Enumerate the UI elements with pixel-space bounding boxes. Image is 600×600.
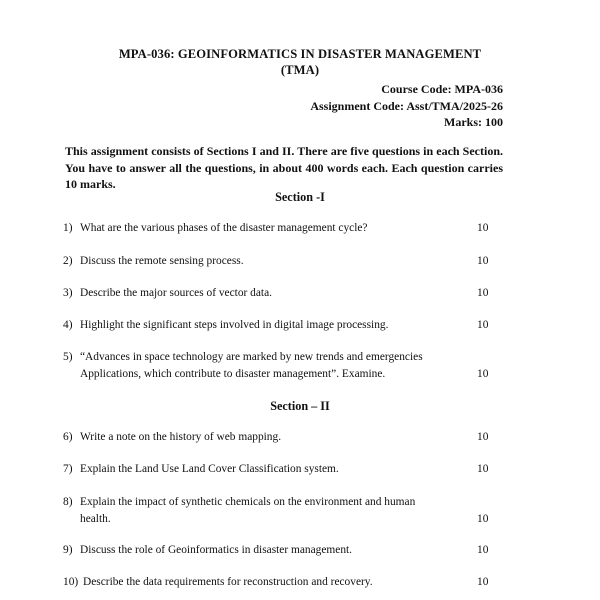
question-marks: 10	[477, 431, 489, 443]
question-text: Highlight the significant steps involved in digital image processing.	[80, 319, 389, 331]
question-marks: 10	[477, 463, 489, 475]
assignment-code: Assignment Code: Asst/TMA/2025-26	[310, 98, 503, 113]
question-number: 8)	[63, 496, 73, 508]
question-text-line-1: Explain the impact of synthetic chemicals on the environment and human	[80, 496, 416, 508]
question-number: 7)	[63, 463, 73, 475]
question-number: 2)	[63, 255, 73, 267]
assignment-meta	[310, 81, 503, 131]
question-text: Explain the Land Use Land Cover Classification system.	[80, 463, 339, 475]
question-text-line-2: Applications, which contribute to disaster management”. Examine.	[80, 368, 386, 380]
document-header	[60, 46, 540, 78]
question-text: Describe the data requirements for reconstruction and recovery.	[83, 576, 373, 588]
document-title: MPA-036: GEOINFORMATICS IN DISASTER MANAGEMENT	[118, 47, 482, 61]
section-2-heading: Section – II	[270, 399, 330, 413]
question-marks: 10	[477, 222, 489, 234]
question-text: Describe the major sources of vector data.	[80, 287, 272, 299]
question-marks: 10	[477, 255, 489, 267]
question-number: 4)	[63, 319, 73, 331]
course-code: Course Code: MPA-036	[381, 82, 503, 96]
question-text-line-1: “Advances in space technology are marked by new trends and emergencies	[80, 351, 423, 363]
question-marks: 10	[477, 287, 489, 299]
question-number: 3)	[63, 287, 73, 299]
question-text: Discuss the role of Geoinformatics in disaster management.	[80, 544, 353, 556]
question-text: What are the various phases of the disaster management cycle?	[80, 222, 368, 234]
total-marks: Marks: 100	[444, 115, 503, 129]
question-text: Discuss the remote sensing process.	[80, 255, 244, 267]
question-marks: 10	[477, 319, 489, 331]
question-marks: 10	[477, 513, 489, 525]
question-marks: 10	[477, 368, 489, 380]
question-text: Write a note on the history of web mapping.	[80, 431, 282, 443]
question-number: 10)	[63, 576, 79, 588]
question-number: 9)	[63, 544, 73, 556]
question-number: 1)	[63, 222, 73, 234]
question-marks: 10	[477, 576, 489, 588]
question-marks: 10	[477, 544, 489, 556]
question-number: 6)	[63, 431, 73, 443]
instructions-paragraph: This assignment consists of Sections I and II. There are five questions in each Section. You have to answer all the questions, in about 400 words each. Each question carries 10 marks.	[65, 144, 503, 191]
document-subtitle: (TMA)	[280, 63, 320, 77]
question-number: 5)	[63, 351, 73, 363]
section-1-heading: Section -I	[275, 190, 325, 204]
question-text-line-2: health.	[80, 513, 111, 525]
